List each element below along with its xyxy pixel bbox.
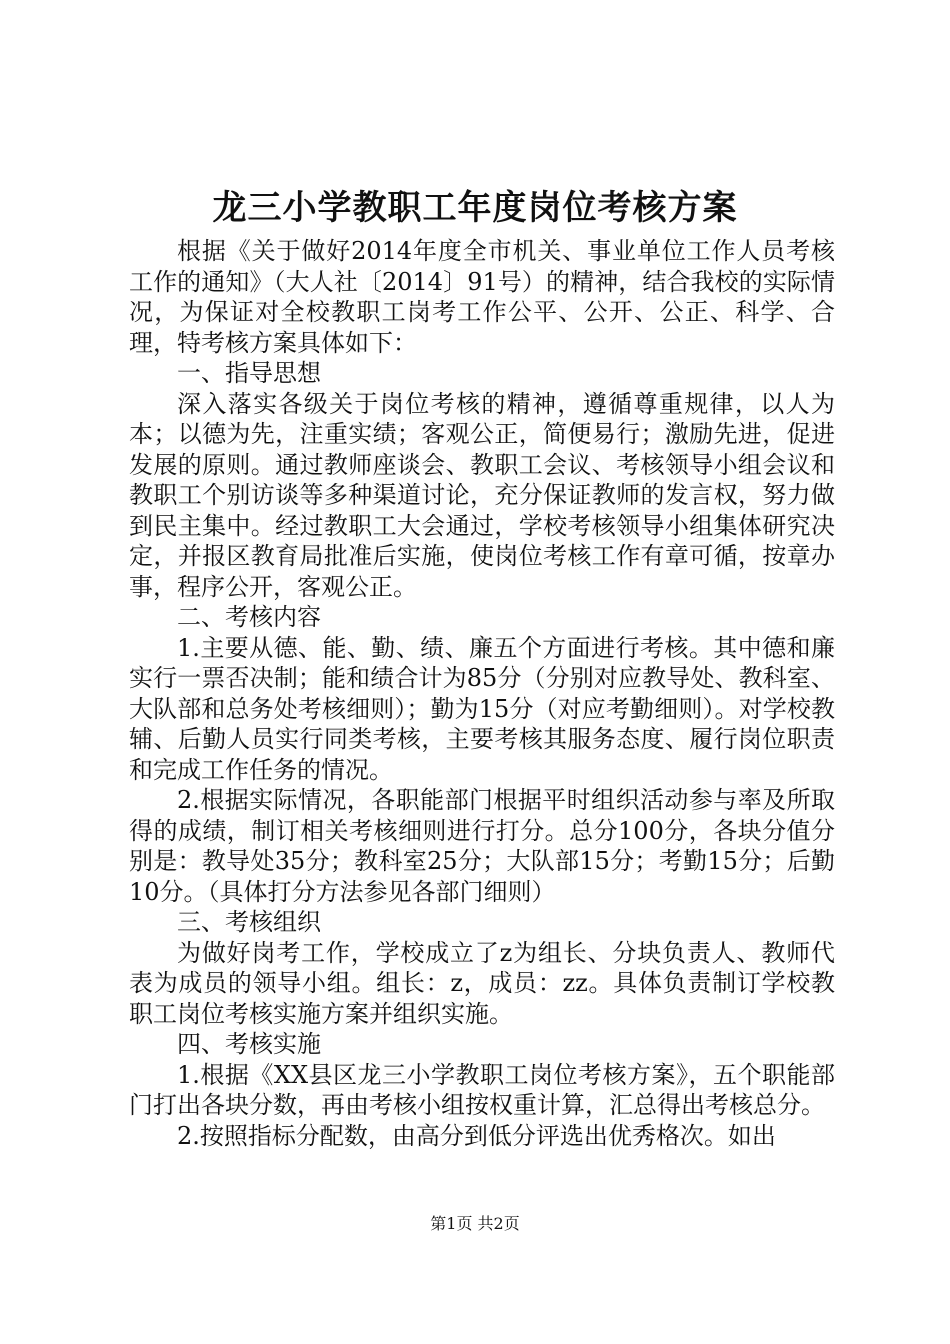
page-number-footer: 第1页 共2页 bbox=[430, 1214, 520, 1233]
paragraph-content-1: 1.主要从德、能、勤、绩、廉五个方面进行考核。其中德和廉实行一票否决制；能和绩合计为85分（分别对应教导处、教科室、大队部和总务处考核细则）；勤为15分（对应考勤细则）。对学校教辅、后勤人员实行同类考核，主要考核其服务态度、履行岗位职责和完成工作任务的情况。 bbox=[129, 633, 835, 784]
section-heading-2: 二、考核内容 bbox=[177, 603, 321, 631]
paragraph-intro: 根据《关于做好2014年度全市机关、事业单位工作人员考核工作的通知》（大人社〔2014〕91号）的精神，结合我校的实际情况，为保证对全校教职工岗考工作公平、公开、公正、科学、合理，特考核方案具体如下： bbox=[129, 237, 835, 357]
section-heading-3: 三、考核组织 bbox=[177, 908, 321, 936]
paragraph-implementation-2: 2.按照指标分配数，由高分到低分评选出优秀格次。如出 bbox=[177, 1121, 776, 1150]
section-heading-4: 四、考核实施 bbox=[177, 1030, 321, 1058]
paragraph-guiding-principles: 深入落实各级关于岗位考核的精神，遵循尊重规律，以人为本；以德为先，注重实绩；客观公正，简便易行；激励先进，促进发展的原则。通过教师座谈会、教职工会议、考核领导小组会议和教职工个别访谈等多种渠道讨论，充分保证教师的发言权，努力做到民主集中。经过教职工大会通过，学校考核领导小组集体研究决定，并报区教育局批准后实施，使岗位考核工作有章可循，按章办事，程序公开，客观公正。 bbox=[129, 389, 835, 601]
paragraph-implementation-1: 1.根据《XX县区龙三小学教职工岗位考核方案》，五个职能部门打出各块分数，再由考核小组按权重计算，汇总得出考核总分。 bbox=[129, 1060, 835, 1119]
section-heading-1: 一、指导思想 bbox=[177, 359, 321, 387]
document-body bbox=[129, 236, 835, 1151]
document-title: 龙三小学教职工年度岗位考核方案 bbox=[212, 188, 738, 228]
paragraph-organization: 为做好岗考工作，学校成立了z为组长、分块负责人、教师代表为成员的领导小组。组长：z，成员：zz。具体负责制订学校教职工岗位考核实施方案并组织实施。 bbox=[129, 938, 835, 1028]
paragraph-content-2: 2.根据实际情况，各职能部门根据平时组织活动参与率及所取得的成绩，制订相关考核细则进行打分。总分100分，各块分值分别是：教导处35分；教科室25分；大队部15分；考勤15分；后勤10分。（具体打分方法参见各部门细则） bbox=[129, 786, 835, 906]
